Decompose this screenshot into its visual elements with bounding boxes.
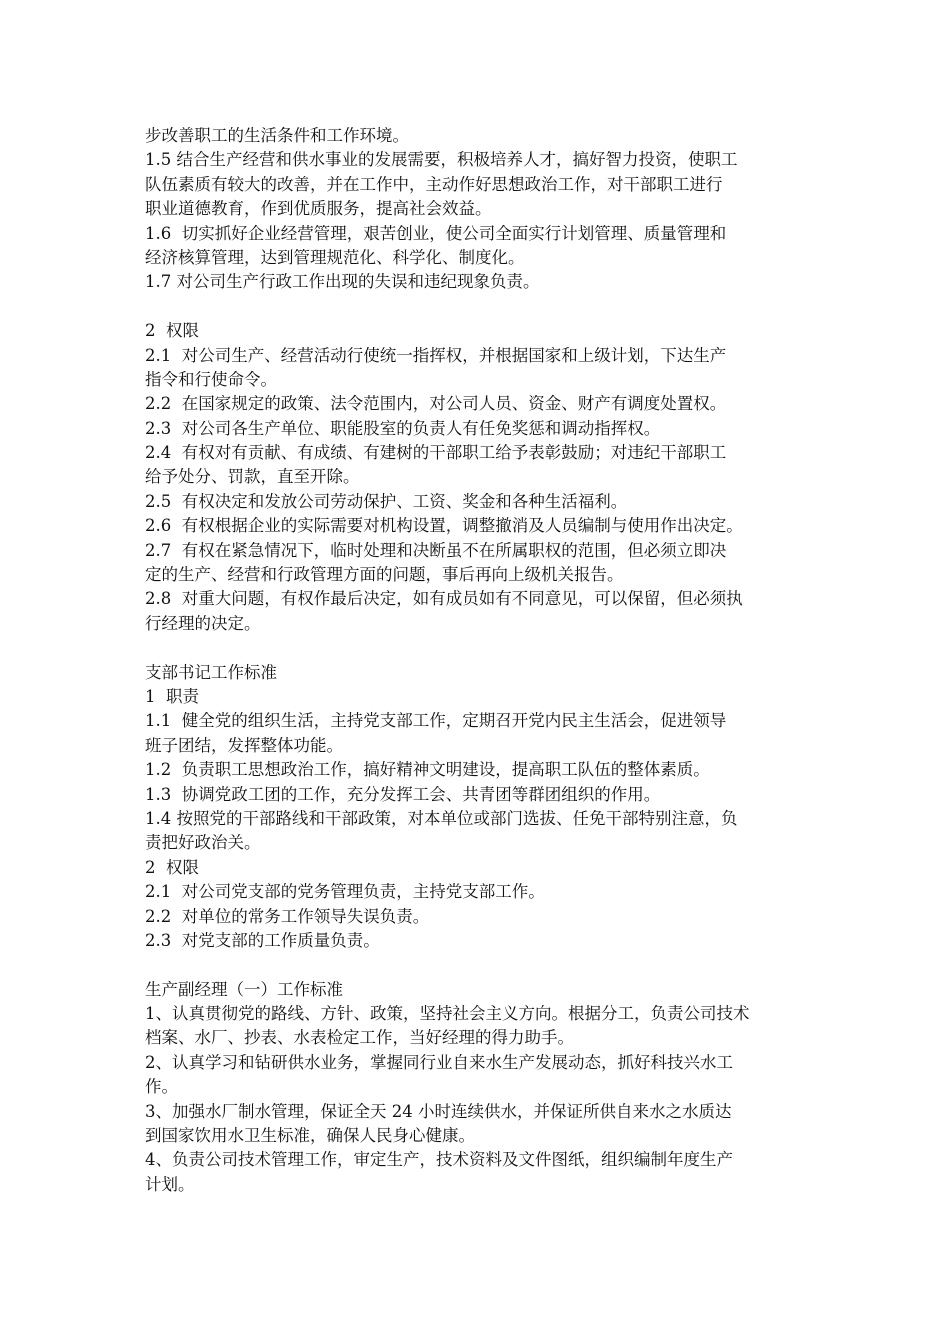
text-line: 2.7 有权在紧急情况下，临时处理和决断虽不在所属职权的范围，但必须立即决 — [145, 540, 727, 560]
text-line: 指令和行使命令。 — [145, 369, 277, 389]
blank-line — [145, 953, 825, 977]
text-line: 1.6 切实抓好企业经营管理，艰苦创业，使公司全面实行计划管理、质量管理和 — [145, 223, 727, 243]
text-line: 步改善职工的生活条件和工作环境。 — [145, 126, 409, 145]
text-line: 1.5 结合生产经营和供水事业的发展需要，积极培养人才，搞好智力投资，使职工 — [145, 150, 738, 170]
text-line: 作。 — [145, 1077, 178, 1097]
text-line: 1.1 健全党的组织生活，主持党支部工作，定期召开党内民主生活会，促进领导 — [145, 711, 727, 731]
text-line: 责把好政治关。 — [145, 833, 261, 853]
text-line: 2、认真学习和钻研供水业务，掌握同行业自来水生产发展动态，抓好科技兴水工 — [145, 1052, 733, 1072]
document-body — [145, 124, 825, 1197]
text-line: 2 权限 — [145, 857, 199, 877]
text-line: 2.6 有权根据企业的实际需要对机构设置，调整撤消及人员编制与使用作出决定。 — [145, 516, 743, 536]
text-line: 2.2 在国家规定的政策、法令范围内，对公司人员、资金、财产有调度处置权。 — [145, 394, 727, 414]
text-line: 1.4 按照党的干部路线和干部政策，对本单位或部门选拔、任免干部特别注意，负 — [145, 808, 738, 828]
text-line: 给予处分、罚款，直至开除。 — [145, 467, 360, 487]
blank-line — [145, 295, 825, 319]
text-line: 3、加强水厂制水管理，保证全天 24 小时连续供水，并保证所供自来水之水质达 — [145, 1101, 732, 1121]
text-line: 2.5 有权决定和发放公司劳动保护、工资、奖金和各种生活福利。 — [145, 491, 628, 511]
text-line: 2.3 对公司各生产单位、职能股室的负责人有任免奖惩和调动指挥权。 — [145, 418, 661, 438]
text-line: 1.7 对公司生产行政工作出现的失误和违纪现象负责。 — [145, 272, 540, 292]
text-line: 2 权限 — [145, 321, 199, 341]
blank-line — [145, 636, 825, 660]
text-line: 计划。 — [145, 1174, 195, 1194]
text-line: 2.4 有权对有贡献、有成绩、有建树的干部职工给予表彰鼓励；对违纪干部职工 — [145, 443, 727, 463]
text-line: 1.3 协调党政工团的工作，充分发挥工会、共青团等群团组织的作用。 — [145, 784, 661, 804]
text-line: 1、认真贯彻党的路线、方针、政策，坚持社会主义方向。根据分工，负责公司技术 — [145, 1004, 750, 1024]
text-line: 2.8 对重大问题，有权作最后决定，如有成员如有不同意见，可以保留，但必须执 — [145, 589, 743, 609]
text-line: 2.1 对公司生产、经营活动行使统一指挥权，并根据国家和上级计划，下达生产 — [145, 345, 727, 365]
text-line: 经济核算管理，达到管理规范化、科学化、制度化。 — [145, 247, 525, 267]
text-line: 班子团结，发挥整体功能。 — [145, 735, 343, 755]
text-line: 1.2 负责职工思想政治工作，搞好精神文明建设，提高职工队伍的整体素质。 — [145, 760, 710, 780]
text-line: 职业道德教育，作到优质服务，提高社会效益。 — [145, 199, 492, 219]
text-line: 支部书记工作标准 — [145, 662, 277, 682]
text-line: 队伍素质有较大的改善，并在工作中，主动作好思想政治工作，对干部职工进行 — [145, 174, 723, 194]
text-line: 档案、水厂、抄表、水表检定工作，当好经理的得力助手。 — [145, 1028, 574, 1048]
text-line: 2.1 对公司党支部的党务管理负责，主持党支部工作。 — [145, 882, 545, 902]
text-line: 2.2 对单位的常务工作领导失误负责。 — [145, 906, 430, 926]
text-line: 到国家饮用水卫生标准，确保人民身心健康。 — [145, 1126, 475, 1146]
text-line: 1 职责 — [145, 686, 199, 706]
text-line: 定的生产、经营和行政管理方面的问题，事后再向上级机关报告。 — [145, 565, 624, 585]
text-line: 行经理的决定。 — [145, 613, 261, 633]
text-line: 生产副经理（一）工作标准 — [145, 979, 343, 999]
text-line: 2.3 对党支部的工作质量负责。 — [145, 930, 380, 950]
text-line: 4、负责公司技术管理工作，审定生产，技术资料及文件图纸，组织编制年度生产 — [145, 1150, 733, 1170]
